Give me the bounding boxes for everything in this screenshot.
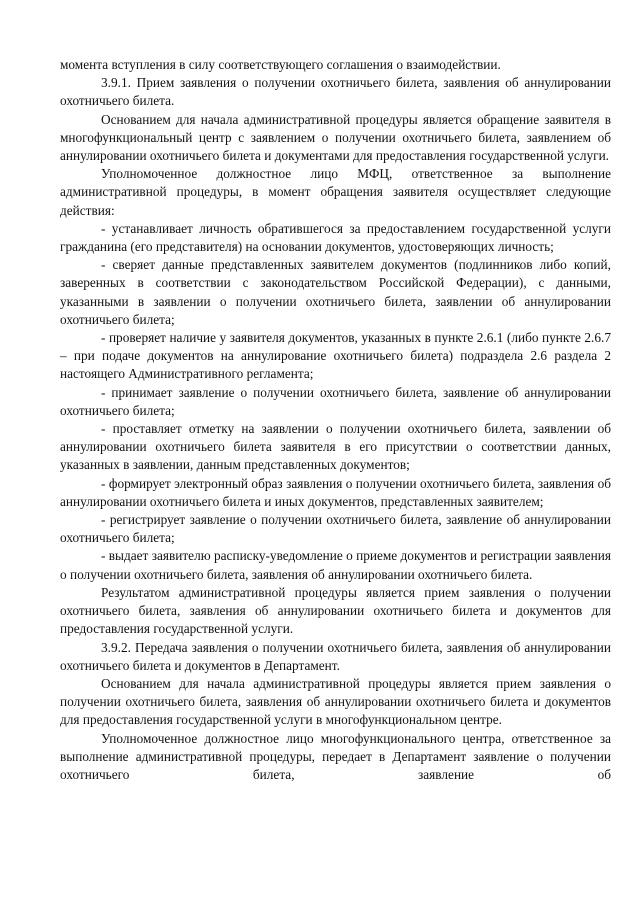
paragraph-transfer-official: Уполномоченное должностное лицо многофункционального центра, ответственное за выполнение административной процедуры, передает в Департамент заявление о получении охотничьего билета, заявление об: [60, 730, 611, 782]
list-item-register: - регистрирует заявление о получении охотничьего билета, заявление об аннулировании охотничьего билета;: [60, 512, 611, 546]
paragraph-section-3-9-2-heading: 3.9.2. Передача заявления о получении охотничьего билета, заявления об аннулировании охотничьего билета и документов в Департамент.: [60, 639, 611, 673]
paragraph-basis-transfer: Основанием для начала административной процедуры является прием заявления о получении охотничьего билета, заявления об аннулировании охотничьего билета и документов для предоставления государственной услуги в многофункциональном центре.: [60, 675, 611, 728]
paragraph-result: Результатом административной процедуры является прием заявления о получении охотничьего билета, заявления об аннулировании охотничьего билета и документов для предоставления государственной услуги.: [60, 584, 611, 637]
list-item-electronic-image: - формирует электронный образ заявления о получении охотничьего билета, заявления об аннулировании охотничьего билета и иных документов, представленных заявителем;: [60, 475, 611, 509]
list-item-accept: - принимает заявление о получении охотничьего билета, заявление об аннулировании охотничьего билета;: [60, 384, 611, 418]
document-page: [60, 56, 611, 784]
list-item-verify: - сверяет данные представленных заявителем документов (подлинников либо копий, заверенных в соответствии с законодательством Российской Федерации), с данными, указанными в заявлении о получении охотничьего билета, заявлении об аннулировании охотничьего билета;: [60, 257, 611, 327]
list-item-receipt: - выдает заявителю расписку-уведомление о приеме документов и регистрации заявления о получении охотничьего билета, заявления об аннулировании охотничьего билета.: [60, 548, 611, 582]
paragraph-section-3-9-1-heading: 3.9.1. Прием заявления о получении охотничьего билета, заявления об аннулировании охотничьего билета.: [60, 75, 611, 109]
list-item-check-documents: - проверяет наличие у заявителя документов, указанных в пункте 2.6.1 (либо пункте 2.6.7 – при подаче документов на аннулирование охотничьего билета) подраздела 2.6 раздела 2 настоящего Административного регламента;: [60, 330, 611, 382]
paragraph-continuation: момента вступления в силу соответствующего соглашения о взаимодействии.: [60, 57, 501, 72]
paragraph-official-actions: Уполномоченное должностное лицо МФЦ, ответственное за выполнение административной процедуры, в момент обращения заявителя осуществляет следующие действия:: [60, 166, 611, 218]
paragraph-basis: Основанием для начала административной процедуры является обращение заявителя в многофункциональный центр с заявлением о получении охотничьего билета, заявлением об аннулировании охотничьего билета и документами для предоставления государственной услуги.: [60, 111, 611, 164]
list-item-mark: - проставляет отметку на заявлении о получении охотничьего билета, заявлении об аннулировании охотничьего билета заявителя в его присутствии о соответствии данных, указанных в заявлении, данным представленных документов;: [60, 421, 611, 473]
list-item-identify: - устанавливает личность обратившегося за предоставлением государственной услуги гражданина (его представителя) на основании документов, удостоверяющих личность;: [60, 220, 611, 255]
